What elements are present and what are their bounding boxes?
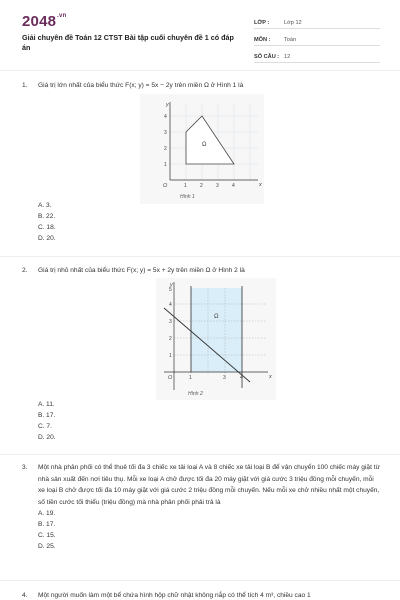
figure-1-x-tick: 4 bbox=[232, 183, 235, 189]
option-b[interactable]: B. 22. bbox=[38, 213, 56, 220]
figure-1-x-tick: 1 bbox=[184, 183, 187, 189]
meta-row-count bbox=[254, 48, 380, 63]
question-number: 2. bbox=[22, 267, 28, 274]
figure-1 bbox=[140, 94, 264, 204]
options-list bbox=[38, 200, 382, 244]
question-divider bbox=[0, 454, 400, 455]
figure-2-region-label: Ω bbox=[214, 314, 219, 320]
option-d[interactable]: D. 20. bbox=[38, 434, 56, 441]
option-b[interactable]: B. 17. bbox=[38, 412, 56, 419]
figure-2-x-tick: 1 bbox=[189, 375, 192, 381]
figure-1-origin: O bbox=[163, 183, 168, 189]
question-text: Giá trị nhỏ nhất của biểu thức F(x; y) = 5x + 2y trên miền Ω ở Hình 2 là bbox=[38, 267, 245, 274]
figure-1-graph bbox=[140, 94, 264, 204]
figure-1-x-tick: 2 bbox=[200, 183, 203, 189]
meta-key: MÔN : bbox=[254, 37, 271, 43]
option-a[interactable]: A. 3. bbox=[38, 202, 52, 209]
question-1-options bbox=[22, 200, 382, 244]
meta-table bbox=[254, 14, 380, 65]
figure-2-y-tick: 2 bbox=[169, 336, 172, 342]
document-title: Giải chuyên đề Toán 12 CTST Bài tập cuối chuyên đề 1 có đáp án bbox=[22, 33, 234, 52]
figure-1-y-tick: 1 bbox=[164, 162, 167, 168]
option-d[interactable]: D. 25. bbox=[38, 543, 56, 550]
option-a[interactable]: A. 11. bbox=[38, 401, 55, 408]
options-list bbox=[38, 508, 382, 552]
option-b[interactable]: B. 17. bbox=[38, 521, 56, 528]
figure-1-y-tick: 2 bbox=[164, 146, 167, 152]
meta-key: SỐ CÂU : bbox=[254, 54, 280, 60]
question-3 bbox=[22, 462, 382, 552]
figure-2-y-tick: 3 bbox=[169, 319, 172, 325]
option-c[interactable]: C. 18. bbox=[38, 224, 56, 231]
option-c[interactable]: C. 15. bbox=[38, 532, 56, 539]
logo-tld: .vn bbox=[57, 13, 67, 19]
figure-1-y-tick: 3 bbox=[164, 130, 167, 136]
question-1 bbox=[22, 80, 382, 92]
figure-2-caption: Hình 2 bbox=[188, 391, 203, 397]
figure-2-y-tick: 4 bbox=[169, 302, 172, 308]
figure-2-graph bbox=[156, 278, 276, 400]
figure-2 bbox=[156, 278, 276, 400]
option-c[interactable]: C. 7. bbox=[38, 423, 52, 430]
question-number: 1. bbox=[22, 82, 28, 89]
figure-1-x-tick: 3 bbox=[216, 183, 219, 189]
question-number: 3. bbox=[22, 464, 28, 471]
question-text: Một nhà phân phối có thể thuê tối đa 3 chiếc xe tải loại A và 8 chiếc xe tải loại B để vận chuyển 100 chiếc máy giặt từ nhà sản xuất đến nơi tiêu thụ. Mỗi xe loại A chở được tối đa 20 máy giặt với giá cước 3 triệu đồng mỗi chuyến, mỗi xe loại B chở được tối đa 10 máy giặt với giá cước 2 triệu đồng mỗi chuyến. Nếu mỗi xe chở nhiều nhất một chuyến, số tiền cước tối thiểu (triệu đồng) mà nhà phân phối phải trả là bbox=[38, 464, 381, 506]
option-a[interactable]: A. 19. bbox=[38, 510, 56, 517]
figure-2-region bbox=[191, 288, 242, 372]
question-divider bbox=[0, 580, 400, 581]
question-4 bbox=[22, 590, 382, 600]
question-text: Một người muốn làm một bể chứa hình hộp chữ nhật không nắp có thể tích 4 m³, chiều cao 1 bbox=[38, 592, 311, 599]
question-divider bbox=[0, 256, 400, 257]
page-header bbox=[0, 0, 400, 62]
question-number: 4. bbox=[22, 592, 28, 599]
logo-text: 2048 bbox=[22, 13, 57, 30]
figure-2-y-label: y bbox=[170, 282, 173, 288]
figure-2-x-label: x bbox=[269, 374, 272, 380]
figure-1-y-tick: 4 bbox=[164, 114, 167, 120]
question-2-options bbox=[22, 399, 382, 443]
header-divider bbox=[0, 70, 400, 71]
meta-row-grade bbox=[254, 14, 380, 29]
figure-1-region-label: Ω bbox=[202, 142, 207, 148]
figure-2-x-tick: 4 bbox=[240, 375, 243, 381]
figure-2-y-tick: 1 bbox=[169, 353, 172, 359]
option-d[interactable]: D. 20. bbox=[38, 235, 56, 242]
meta-value: Lớp 12 bbox=[284, 20, 302, 26]
figure-1-caption: Hình 1 bbox=[180, 194, 195, 200]
meta-value: Toán bbox=[284, 37, 297, 43]
site-logo[interactable] bbox=[22, 13, 66, 30]
figure-2-x-tick: 3 bbox=[223, 375, 226, 381]
figure-2-y-tick: 5 bbox=[169, 287, 172, 293]
options-list bbox=[38, 399, 382, 443]
figure-1-x-label: x bbox=[259, 182, 262, 188]
meta-key: LỚP : bbox=[254, 20, 270, 26]
meta-row-subject bbox=[254, 31, 380, 46]
figure-1-y-label: y bbox=[166, 102, 169, 108]
question-text: Giá trị lớn nhất của biểu thức F(x; y) = 5x − 2y trên miền Ω ở Hình 1 là bbox=[38, 82, 244, 89]
figure-2-origin: O bbox=[168, 375, 173, 381]
meta-value: 12 bbox=[284, 54, 291, 60]
question-2 bbox=[22, 265, 382, 277]
